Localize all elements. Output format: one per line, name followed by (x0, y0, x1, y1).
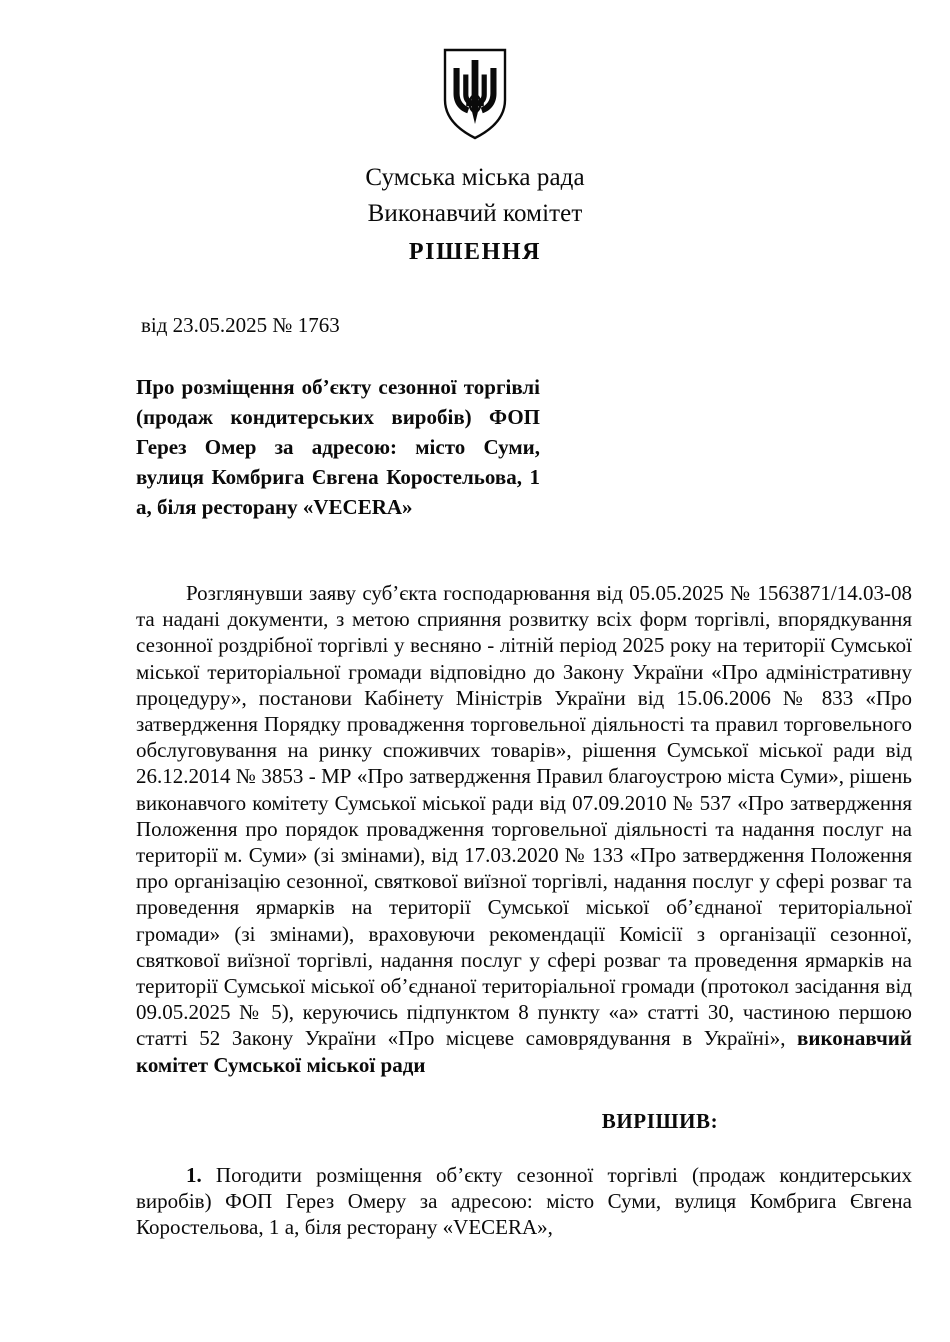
emblem-container (0, 0, 950, 140)
preamble-paragraph (136, 580, 912, 1078)
verdict-heading: ВИРІШИВ: (601, 1108, 719, 1133)
preamble-emphasis: виконавчий комітет Сумської міської ради (136, 1026, 912, 1077)
document-subject-title: Про розміщення об’єкту сезонної торгівлі (продаж кондитерських виробів) ФОП Герез Омер за адресою: місто Суми, вулиця Комбрига Євгена Коростельова, 1 а, біля ресторану «VECERA» (136, 375, 540, 519)
spacer (136, 1134, 912, 1162)
document-body (136, 580, 912, 1240)
ukraine-coat-of-arms-tryzub-icon (443, 48, 507, 140)
preamble-text: Розглянувши заяву суб’єкта господарювання від 05.05.2025 № 1563871/14.03-08 та надані документи, з метою сприяння розвитку всіх форм торгівлі, впорядкування сезонної роздрібної торгівлі у весняно - літній період 2025 року на території Сумської міської територіальної громади відповідно до Закону України «Про адміністративну процедуру», постанови Кабінету Міністрів України від 15.06.2006 № 833 «Про затвердження Порядку провадження торговельної діяльності та правил торговельного обслуговування на ринку споживчих товарів», рішення Сумської міської ради від 26.12.2014 № 3853 - МР «Про затвердження Правил благоустрою міста Суми», рішень виконавчого комітету Сумської міської ради від 07.09.2010 № 537 «Про затвердження Положення про порядок провадження торговельної діяльності та надання послуг на території м. Суми» (зі змінами), від 17.03.2020 № 133 «Про затвердження Положення про організацію сезонної, святкової виїзної торгівлі, надання послуг у сфері розваг та проведення ярмарків на території Сумської міської об’єднаної територіальної громади» (зі змінами), враховуючи рекомендації Комісії з організації сезонної, святкової виїзної торгівлі, надання послуг у сфері розваг та проведення ярмарків на території Сумської міської об’єднаної територіальної громади (протокол засідання від 09.05.2025 № 5), керуючись підпунктом 8 пункту «а» статті 30, частиною першою статті 52 Закону України «Про місцеве самоврядування в Україні», (136, 581, 912, 1051)
resolution-item-1 (136, 1162, 912, 1241)
document-type-heading: РІШЕННЯ (408, 239, 542, 265)
resolution-item-1-text: Погодити розміщення об’єкту сезонної торгівлі (продаж кондитерських виробів) ФОП Герез Омеру за адресою: місто Суми, вулиця Комбрига Євгена Коростельова, 1 а, біля ресторану «VECERA», (136, 1162, 912, 1240)
document-date-and-number: від 23.05.2025 № 1763 (141, 313, 340, 337)
organization-name: Сумська міська рада (365, 164, 585, 191)
document-header (0, 160, 950, 270)
executive-body-name: Виконавчий комітет (367, 200, 583, 227)
resolution-item-1-number: 1. (186, 1162, 202, 1187)
